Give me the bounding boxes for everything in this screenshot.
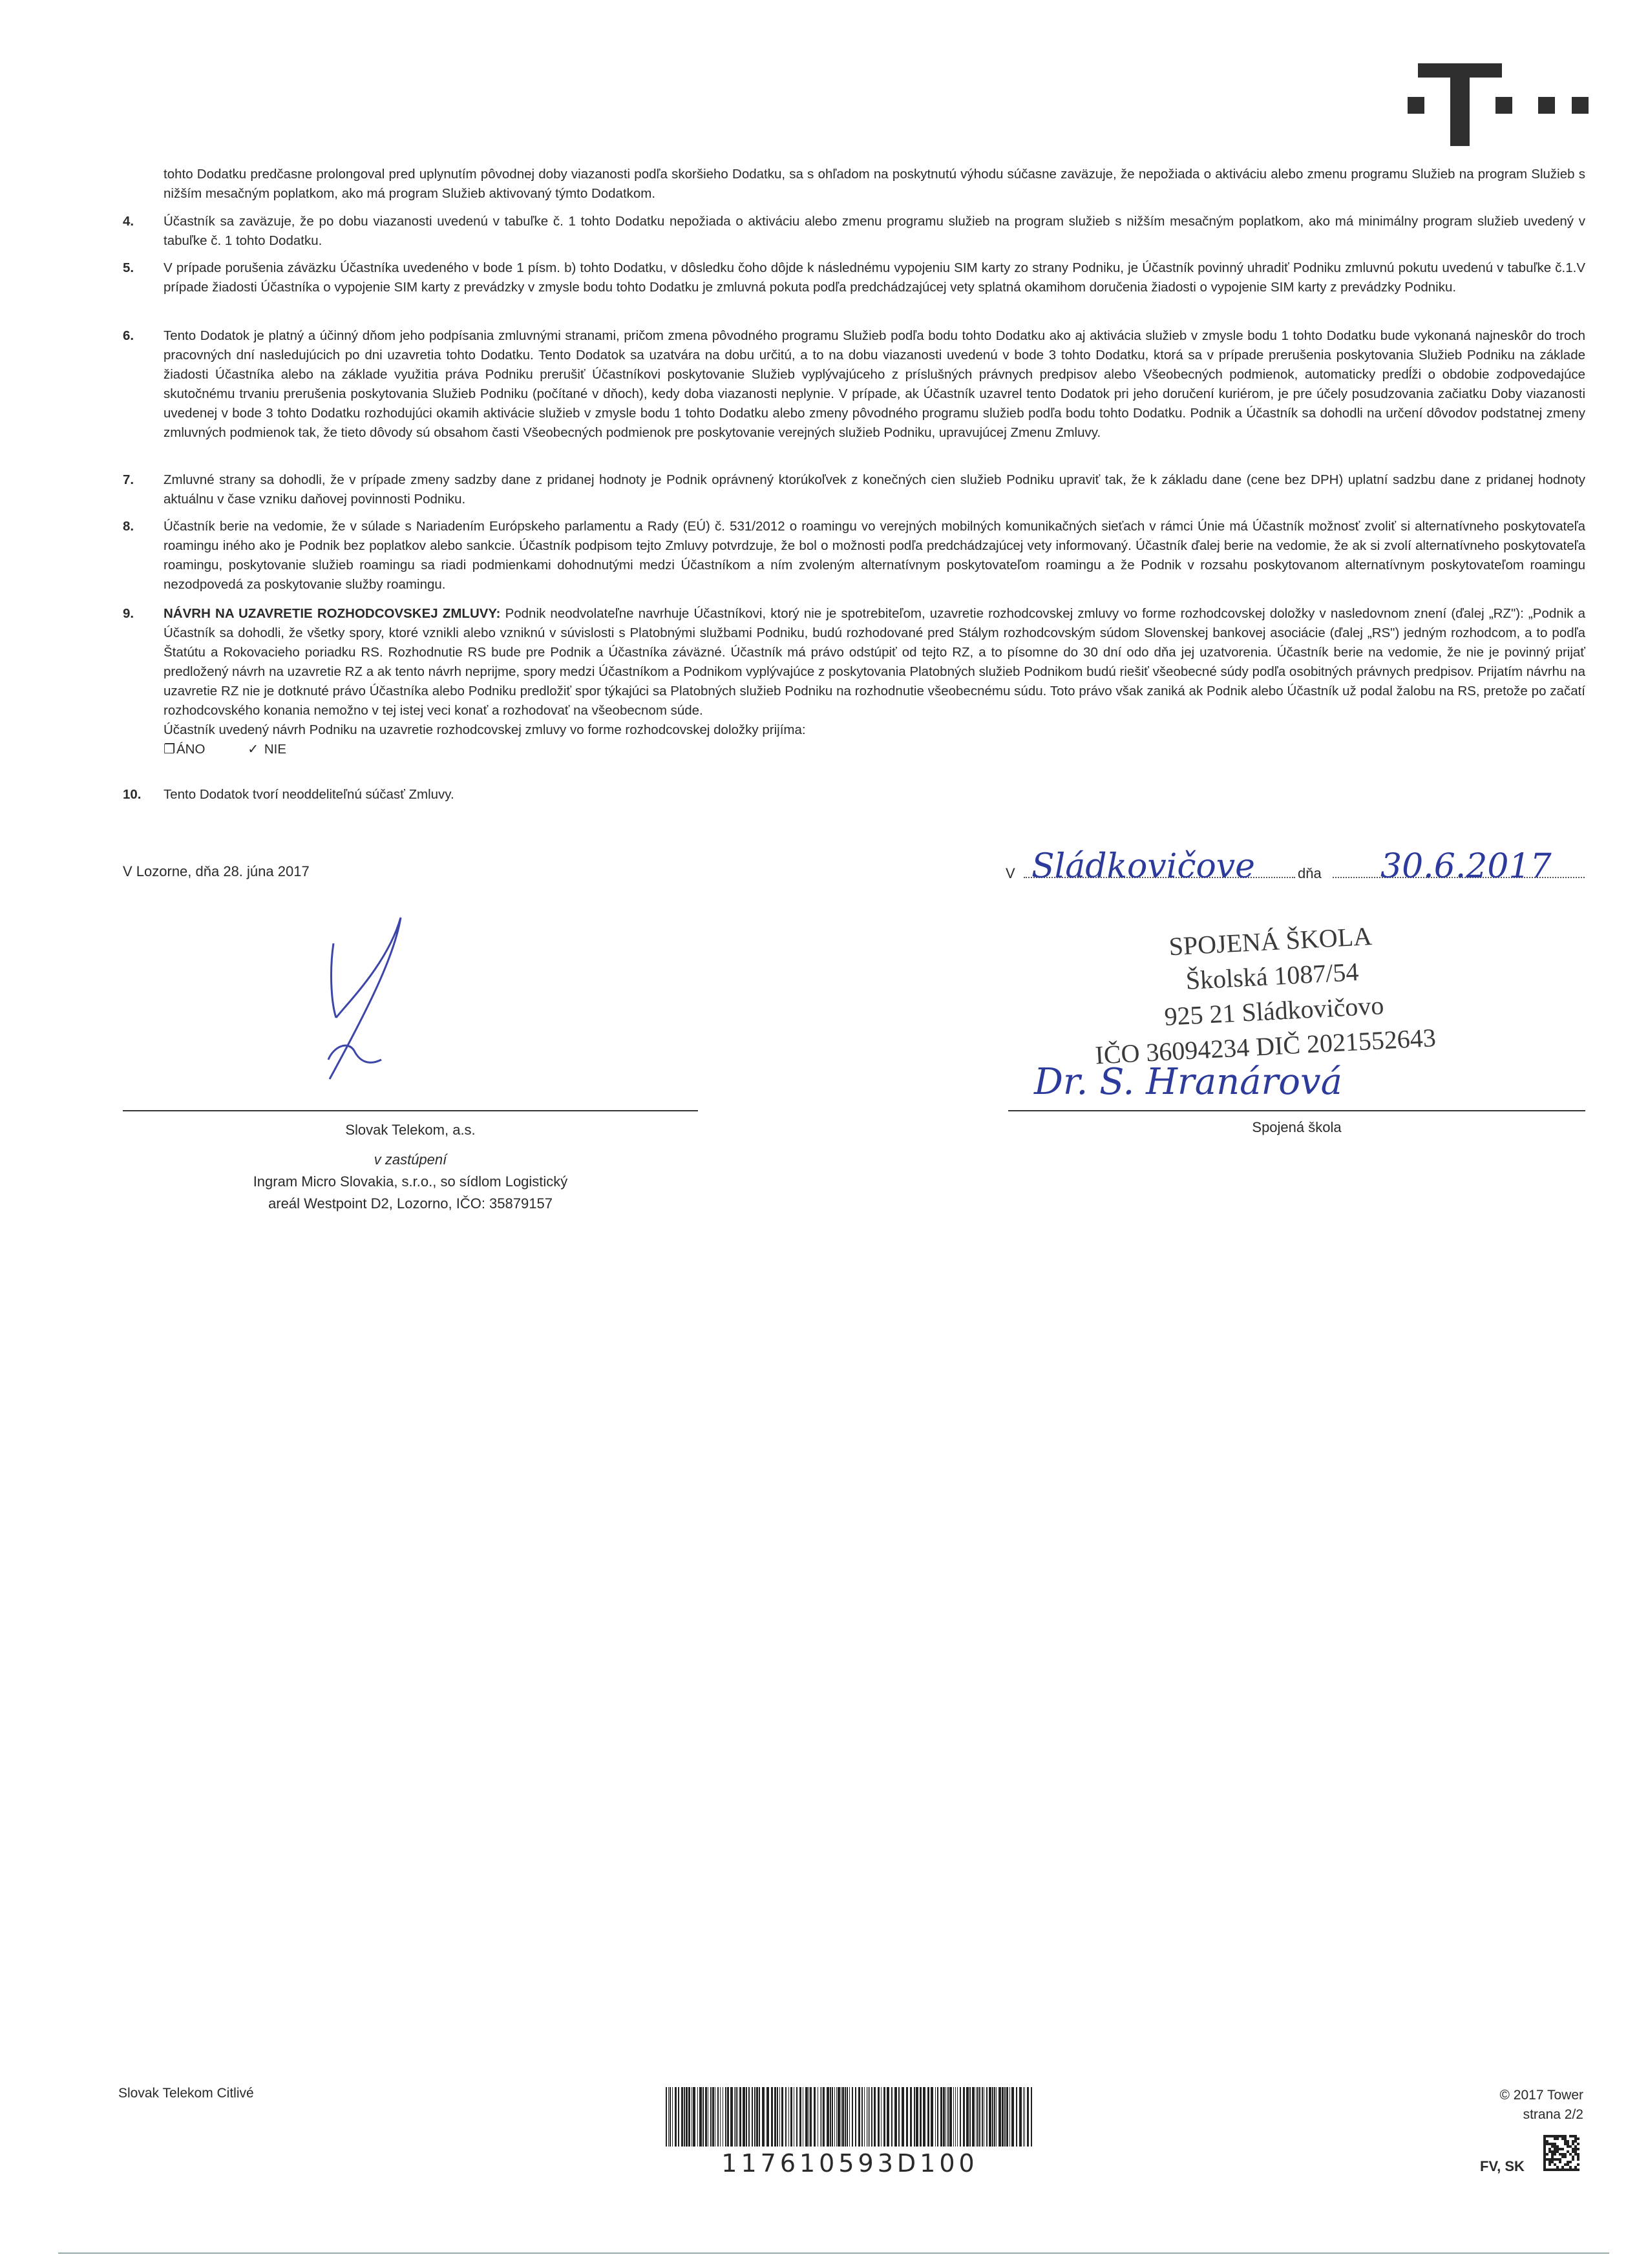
datamatrix-cell	[1559, 2148, 1561, 2150]
datamatrix-cell	[1574, 2150, 1577, 2153]
datamatrix-cell	[1548, 2143, 1551, 2145]
barcode-bar	[668, 2087, 669, 2147]
datamatrix-cell	[1561, 2148, 1564, 2150]
barcode-bar	[994, 2087, 995, 2147]
barcode-bar	[720, 2087, 721, 2147]
datamatrix-cell	[1577, 2143, 1579, 2145]
barcode-bar	[883, 2087, 885, 2147]
barcode-bar	[754, 2087, 755, 2147]
barcode-bar	[730, 2087, 733, 2147]
barcode-bar	[976, 2087, 977, 2147]
barcode-bar	[845, 2087, 846, 2147]
represented-by: v zastúpení	[374, 1151, 447, 1168]
barcode-bar	[894, 2087, 897, 2147]
barcode-bar	[788, 2087, 789, 2147]
barcode-bar	[810, 2087, 812, 2147]
barcode-bar	[836, 2087, 837, 2147]
datamatrix-cell	[1574, 2140, 1577, 2143]
barcode-bar	[705, 2087, 707, 2147]
datamatrix-cell	[1543, 2166, 1546, 2168]
signatory-name: Slovak Telekom, a.s.	[345, 1122, 476, 1138]
barcode-bar	[799, 2087, 801, 2147]
datamatrix-cell	[1559, 2161, 1561, 2163]
acceptance-choices	[164, 740, 1585, 759]
datamatrix-cell	[1577, 2158, 1579, 2161]
datamatrix-cell	[1554, 2148, 1556, 2150]
datamatrix-cell	[1546, 2168, 1548, 2171]
barcode-bar	[781, 2087, 783, 2147]
barcode-icon	[666, 2087, 1034, 2147]
datamatrix-cell	[1561, 2156, 1564, 2158]
datamatrix-cell	[1543, 2168, 1546, 2171]
datamatrix-cell	[1564, 2140, 1567, 2143]
barcode-bar	[906, 2087, 908, 2147]
barcode-bar	[1006, 2087, 1008, 2147]
datamatrix-cell	[1561, 2137, 1564, 2140]
datamatrix-cell	[1577, 2153, 1579, 2156]
place-prefix: V	[1006, 865, 1015, 881]
barcode-bar	[864, 2087, 865, 2147]
clause-heading: NÁVRH NA UZAVRETIE ROZHODCOVSKEJ ZMLUVY:	[164, 606, 501, 621]
barcode-bar	[874, 2087, 876, 2147]
barcode-bar	[871, 2087, 872, 2147]
datamatrix-cell	[1564, 2135, 1567, 2137]
clause-6	[123, 326, 1585, 443]
barcode-bar	[920, 2087, 922, 2147]
barcode-bar	[808, 2087, 809, 2147]
datamatrix-cell	[1564, 2156, 1567, 2158]
barcode-bar	[834, 2087, 835, 2147]
clause-body: Podnik neodvolateľne navrhuje Účastníkovi, ktorý nie je spotrebiteľom, uzavretie rozhodcovskej zmluvy vo forme rozhodcovskej doložky v nasledovnom znení (ďalej „RZ"): „Podnik a Účastník sa dohodli, že všetky spory, ktoré vznikli alebo vzniknú v súvislosti s Platobnými službami Podniku, budú rozhodované pred Stálym rozhodcovským súdom Slovenskej bankovej asociácie (ďalej „RS") jedným rozhodcom, a to podľa Štatútu a Rokovacieho poriadku RS. Rozhodnutie RS bude pre Podnik a Účastníka záväzné. Účastník má právo odstúpiť od tejto RZ, a to písomne do 30 dní odo dňa jej uzatvorenia. Účastník berie na vedomie, že nie je povinný prijať predložený návrh na uzavretie RZ a ak tento návrh neprijme, spory medzi Účastníkom a Podnikom vyplývajúce z poskytovania Platobných služieb Podnikom budú riešiť všeobecné súdy podľa osobitných právnych predpisov. Prijatím návrhu na uzavretie RZ nie je dotknuté právo Účastníka alebo Podniku predložiť spor týkajúci sa Platobných služieb Podniku na rozhodnutie všeobecnému súdu. Toto právo však zaniká ak Podnik alebo Účastník už podal žalobu na RS, pretože po začatí rozhodcovského konania nemožno v tej istej veci konať a rozhodovať na všeobecnom súde.	[164, 606, 1585, 718]
datamatrix-cell	[1548, 2135, 1551, 2137]
date-prefix: dňa	[1298, 865, 1322, 881]
barcode-bar	[686, 2087, 688, 2147]
place-date-left: V Lozorne, dňa 28. júna 2017	[123, 863, 310, 879]
datamatrix-cell	[1572, 2135, 1574, 2137]
datamatrix-cell	[1551, 2145, 1554, 2148]
barcode-bar	[820, 2087, 821, 2147]
datamatrix-cell	[1554, 2145, 1556, 2148]
datamatrix-cell	[1577, 2137, 1579, 2140]
barcode-bar	[969, 2087, 971, 2147]
clause-text: Účastník sa zaväzuje, že po dobu viazanosti uvedenú v tabuľke č. 1 tohto Dodatku nepožiada o aktiváciu alebo zmenu programu služieb na program služieb s nižším mesačným poplatkom, ako má minimálny program služieb uvedený v tabuľke č. 1 tohto Dodatku.	[164, 214, 1585, 248]
barcode-bar	[955, 2087, 956, 2147]
datamatrix-cell	[1556, 2168, 1559, 2171]
datamatrix-cell	[1543, 2140, 1546, 2143]
datamatrix-cell	[1577, 2156, 1579, 2158]
barcode-bar	[1024, 2087, 1025, 2147]
clause-7	[123, 470, 1585, 509]
barcode-bar	[710, 2087, 712, 2147]
datamatrix-cell	[1567, 2143, 1569, 2145]
datamatrix-cell	[1567, 2140, 1569, 2143]
clause-text: Zmluvné strany sa dohodli, že v prípade zmeny sadzby dane z pridanej hodnoty je Podnik oprávnený ktorúkoľvek z konečných cien služieb Podniku upraviť tak, že k základu dane (cene bez DPH) uplatní sadzbu dane z pridanej hodnoty aktuálnu v čase vzniku daňovej povinnosti Podniku.	[164, 472, 1585, 507]
footer-code: FV, SK	[1480, 2158, 1525, 2174]
datamatrix-cell	[1569, 2135, 1572, 2137]
datamatrix-cell	[1561, 2153, 1564, 2156]
datamatrix-cell	[1551, 2153, 1554, 2156]
datamatrix-cell	[1543, 2137, 1546, 2140]
barcode-bar	[847, 2087, 848, 2147]
datamatrix-icon	[1543, 2135, 1579, 2171]
barcode-bar	[838, 2087, 840, 2147]
datamatrix-cell	[1572, 2168, 1574, 2171]
clause-text: Tento Dodatok je platný a účinný dňom jeho podpísania zmluvnými stranami, pričom zmena pôvodného programu Služieb podľa bodu tohto Dodatku ako aj aktivácia služieb v zmysle bodu 1 tohto Dodatku bude vykonaná najneskôr do troch pracovných dní nasledujúcich po dni uzavretia tohto Dodatku. Tento Dodatok sa uzatvára na dobu určitú, a to na dobu viazanosti uvedenú v bode 3 tohto Dodatku, ktorá sa v prípade prerušenia poskytovania Služieb Podniku na základe žiadosti Účastníka alebo na základe využitia práva Podniku prerušiť Účastníkovi poskytovanie Služieb vyplývajúceho z príslušných právnych predpisov alebo Všeobecných podmienok, automaticky predĺži o obdobie zodpovedajúce skutočnému trvaniu prerušenia poskytovania Služieb Podniku (počítané v dňoch), kedy doba viazanosti neplynie. V prípade, ak Účastník uzavrel tento Dodatok pri jeho doručení kuriérom, je pre účely posudzovania začiatku Doby viazanosti uvedenej v bode 3 tohto Dodatku rozhodujúci okamih aktivácie služieb v zmysle bodu 1 tohto Dodatku alebo zmeny pôvodného programu služieb podľa bodu tohto Dodatku. Podnik a Účastník sa dohodli na určení dôvodov podstatnej zmeny zmluvných podmienok tak, že tieto dôvody sú obsahom časti Všeobecných podmienok pre poskytovanie verejných služieb Podniku, upravujúcej Zmenu Zmluvy.	[164, 328, 1585, 440]
datamatrix-cell	[1559, 2153, 1561, 2156]
barcode-bar	[725, 2087, 726, 2147]
barcode-bar	[697, 2087, 698, 2147]
barcode-bar	[823, 2087, 825, 2147]
barcode-bar	[931, 2087, 933, 2147]
bottom-rule	[58, 2252, 1609, 2254]
telekom-logo	[1400, 59, 1594, 147]
signature-line-left	[123, 1110, 698, 1111]
datamatrix-cell	[1543, 2163, 1546, 2166]
datamatrix-cell	[1556, 2135, 1559, 2137]
datamatrix-cell	[1572, 2143, 1574, 2145]
barcode-bar	[992, 2087, 993, 2147]
datamatrix-cell	[1572, 2140, 1574, 2143]
datamatrix-cell	[1577, 2168, 1579, 2171]
barcode-bar	[1011, 2087, 1014, 2147]
datamatrix-cell	[1551, 2143, 1554, 2145]
datamatrix-cell	[1543, 2158, 1546, 2161]
barcode-bar	[1031, 2087, 1032, 2147]
datamatrix-cell	[1543, 2153, 1546, 2156]
barcode-bar	[699, 2087, 702, 2147]
datamatrix-cell	[1567, 2150, 1569, 2153]
datamatrix-cell	[1572, 2150, 1574, 2153]
barcode-bar	[814, 2087, 816, 2147]
barcode-bar	[996, 2087, 997, 2147]
datamatrix-cell	[1554, 2135, 1556, 2137]
datamatrix-cell	[1551, 2168, 1554, 2171]
barcode-bar	[849, 2087, 850, 2147]
clause-text: Účastník berie na vedomie, že v súlade s Nariadením Európskeho parlamentu a Rady (EÚ) č. 531/2012 o roamingu vo verejných mobilných komunikačných sieťach v rámci Únie má Účastník možnosť zvoliť si alternatívneho poskytovateľa roamingu iného ako je Podnik bez poplatkov alebo sankcie. Účastník podpisom tejto Zmluvy potvrdzuje, že bol o možnosti podľa predchádzajúcej vety informovaný. Účastník ďalej berie na vedomie, že ak si zvolí alternatívneho poskytovateľa roamingu, poskytovanie služieb roamingu sa riadi podmienkami dohodnutými medzi Účastníkom a ním zvoleným alternatívnym poskytovateľom roamingu a že Podnik v rozsahu poskytovanom alternatívnym poskytovateľom roamingu nezodpovedá za poskytovanie služby roamingu.	[164, 519, 1585, 592]
barcode-bar	[739, 2087, 741, 2147]
barcode-bar	[947, 2087, 949, 2147]
barcode-bar	[1004, 2087, 1006, 2147]
signature-line-right	[1008, 1110, 1585, 1111]
barcode-bar	[891, 2087, 893, 2147]
datamatrix-cell	[1569, 2168, 1572, 2171]
barcode-bar	[953, 2087, 954, 2147]
datamatrix-cell	[1543, 2161, 1546, 2163]
barcode-bar	[878, 2087, 880, 2147]
datamatrix-cell	[1551, 2150, 1554, 2153]
datamatrix-cell	[1574, 2137, 1577, 2140]
place-date-right	[1006, 847, 1587, 886]
datamatrix-cell	[1564, 2143, 1567, 2145]
datamatrix-cell	[1569, 2161, 1572, 2163]
datamatrix-cell	[1569, 2166, 1572, 2168]
datamatrix-cell	[1546, 2158, 1548, 2161]
telekom-t-logo-icon	[1400, 59, 1594, 147]
barcode-bar	[972, 2087, 975, 2147]
barcode-bar	[898, 2087, 900, 2147]
barcode-bar	[827, 2087, 829, 2147]
barcode-bar	[940, 2087, 942, 2147]
barcode-bar	[937, 2087, 938, 2147]
datamatrix-cell	[1577, 2148, 1579, 2150]
barcode-bar	[914, 2087, 915, 2147]
barcode-bar	[887, 2087, 889, 2147]
barcode-bar	[748, 2087, 750, 2147]
barcode-bar	[703, 2087, 704, 2147]
clause-9	[123, 604, 1585, 759]
datamatrix-cell	[1546, 2153, 1548, 2156]
barcode-bar	[1027, 2087, 1029, 2147]
datamatrix-cell	[1548, 2168, 1551, 2171]
barcode-bar	[735, 2087, 737, 2147]
signatory-right: Spojená škola	[1252, 1119, 1342, 1135]
datamatrix-cell	[1567, 2161, 1569, 2163]
barcode-bar	[957, 2087, 958, 2147]
datamatrix-cell	[1556, 2145, 1559, 2148]
datamatrix-cell	[1554, 2153, 1556, 2156]
barcode-bar	[712, 2087, 714, 2147]
datamatrix-cell	[1543, 2148, 1546, 2150]
barcode-bar	[1009, 2087, 1010, 2147]
datamatrix-cell	[1546, 2140, 1548, 2143]
footer-classification: Slovak Telekom Citlivé	[118, 2086, 254, 2101]
datamatrix-cell	[1548, 2150, 1551, 2153]
datamatrix-cell	[1574, 2168, 1577, 2171]
datamatrix-cell	[1572, 2158, 1574, 2161]
barcode-bar	[681, 2087, 683, 2147]
datamatrix-cell	[1543, 2156, 1546, 2158]
datamatrix-cell	[1554, 2158, 1556, 2161]
datamatrix-cell	[1551, 2135, 1554, 2137]
datamatrix-cell	[1546, 2135, 1548, 2137]
datamatrix-cell	[1554, 2150, 1556, 2153]
barcode-bar	[693, 2087, 695, 2147]
barcode-bar	[771, 2087, 773, 2147]
barcode-bar	[923, 2087, 925, 2147]
choice-nie[interactable]: ✓ NIE	[248, 740, 286, 759]
datamatrix-cell	[1551, 2158, 1554, 2161]
handwritten-date: 30.6.2017	[1380, 847, 1552, 886]
datamatrix-cell	[1564, 2163, 1567, 2166]
choice-ano[interactable]: ❐ÁNO	[164, 740, 205, 759]
datamatrix-cell	[1561, 2135, 1564, 2137]
datamatrix-cell	[1567, 2163, 1569, 2166]
datamatrix-cell	[1569, 2145, 1572, 2148]
datamatrix-cell	[1564, 2137, 1567, 2140]
barcode-bar	[785, 2087, 787, 2147]
barcode-bar	[830, 2087, 831, 2147]
barcode-bar	[986, 2087, 988, 2147]
handwritten-place: Sládkovičove	[1031, 847, 1255, 886]
barcode-bar	[779, 2087, 780, 2147]
clause-4	[123, 212, 1585, 251]
datamatrix-cell	[1548, 2161, 1551, 2163]
barcode-bar	[869, 2087, 870, 2147]
datamatrix-cell	[1567, 2145, 1569, 2148]
barcode-bar	[670, 2087, 671, 2147]
barcode-bar	[982, 2087, 983, 2147]
signature-right: Dr. S. Hranárová	[1034, 1061, 1343, 1103]
barcode-bar	[762, 2087, 765, 2147]
datamatrix-cell	[1577, 2163, 1579, 2166]
barcode-bar	[855, 2087, 856, 2147]
datamatrix-cell	[1572, 2156, 1574, 2158]
datamatrix-cell	[1548, 2163, 1551, 2166]
datamatrix-cell	[1556, 2148, 1559, 2150]
datamatrix-cell	[1574, 2166, 1577, 2168]
barcode-bar	[805, 2087, 808, 2147]
datamatrix-cell	[1543, 2143, 1546, 2145]
barcode-bar	[1002, 2087, 1004, 2147]
datamatrix-cell	[1554, 2143, 1556, 2145]
barcode-bar	[966, 2087, 969, 2147]
datamatrix-cell	[1559, 2168, 1561, 2171]
barcode-bar	[1019, 2087, 1022, 2147]
barcode-bar	[935, 2087, 936, 2147]
barcode-bar	[756, 2087, 758, 2147]
barcode-bar	[678, 2087, 679, 2147]
barcode-bar	[989, 2087, 991, 2147]
datamatrix-cell	[1564, 2153, 1567, 2156]
barcode-number: 117610593D100	[721, 2149, 978, 2178]
barcode-bar	[868, 2087, 869, 2147]
agent-line-1: Ingram Micro Slovakia, s.r.o., so sídlom Logistický	[253, 1173, 568, 1190]
clause-number: 4.	[123, 214, 134, 229]
datamatrix-cell	[1556, 2158, 1559, 2161]
barcode-bar	[734, 2087, 735, 2147]
clause-5	[123, 258, 1585, 297]
datamatrix-cell	[1574, 2153, 1577, 2156]
footer-right	[1389, 2086, 1583, 2125]
datamatrix-cell	[1543, 2145, 1546, 2148]
clause-8	[123, 517, 1585, 594]
datamatrix-cell	[1559, 2158, 1561, 2161]
datamatrix-cell	[1554, 2163, 1556, 2166]
barcode-bar	[927, 2087, 929, 2147]
signature-left	[271, 911, 439, 1092]
barcode-bar	[774, 2087, 776, 2147]
barcode-bar	[821, 2087, 822, 2147]
barcode-bar	[945, 2087, 946, 2147]
barcode-bar	[881, 2087, 882, 2147]
barcode-bar	[998, 2087, 1001, 2147]
clause-10	[123, 785, 1585, 804]
barcode-bar	[861, 2087, 863, 2147]
clause-number: 6.	[123, 328, 134, 343]
datamatrix-cell	[1574, 2135, 1577, 2137]
datamatrix-cell	[1554, 2168, 1556, 2171]
barcode-bar	[842, 2087, 844, 2147]
datamatrix-cell	[1556, 2166, 1559, 2168]
barcode-bar	[666, 2087, 667, 2147]
barcode-bar	[902, 2087, 904, 2147]
barcode-bar	[746, 2087, 747, 2147]
datamatrix-cell	[1561, 2168, 1564, 2171]
datamatrix-cell	[1574, 2148, 1577, 2150]
datamatrix-cell	[1572, 2148, 1574, 2150]
datamatrix-cell	[1548, 2158, 1551, 2161]
barcode-bar	[943, 2087, 945, 2147]
barcode-bar	[675, 2087, 677, 2147]
datamatrix-cell	[1543, 2150, 1546, 2153]
clause-number: 8.	[123, 519, 134, 534]
barcode-bar	[759, 2087, 760, 2147]
stamp-line-3: 925 21 Sládkovičovo	[1163, 991, 1385, 1031]
lead-paragraph: tohto Dodatku predčasne prolongoval pred uplynutím pôvodnej doby viazanosti podľa skoršieho Dodatku, sa s ohľadom na poskytnutú výhodu súčasne zaväzuje, že nepožiada o aktiváciu alebo zmenu programu Služieb na program Služieb s nižším mesačným poplatkom, ako má program Služieb aktivovaný týmto Dodatkom.	[164, 167, 1585, 201]
clause-number: 10.	[123, 787, 142, 802]
checkmark-icon: ✓	[248, 742, 259, 757]
barcode-bar	[684, 2087, 685, 2147]
barcode-bar	[960, 2087, 961, 2147]
stamp-line-1: SPOJENÁ ŠKOLA	[1168, 921, 1373, 961]
barcode-bar	[832, 2087, 833, 2147]
barcode-bar	[752, 2087, 753, 2147]
datamatrix-cell	[1551, 2161, 1554, 2163]
barcode-bar	[949, 2087, 952, 2147]
datamatrix-cell	[1548, 2148, 1551, 2150]
checkbox-empty-icon: ❐	[164, 742, 176, 757]
clause-text: V prípade porušenia záväzku Účastníka uvedeného v bode 1 písm. b) tohto Dodatku, v dôsledku čoho dôjde k následnému vypojeniu SIM karty zo strany Podniku, je Účastník povinný uhradiť Podniku zmluvnú pokutu uvedenú v tabuľke č.1.V prípade žiadosti Účastníka o vypojenie SIM karty z prevádzky v zmysle bodu tohto Dodatku je zmluvná pokuta podľa predchádzajúcej vety splatná okamihom doručenia žiadosti o vypojenie SIM karty z prevádzky Podniku.	[164, 260, 1585, 295]
datamatrix-cell	[1574, 2145, 1577, 2148]
barcode-bar	[910, 2087, 912, 2147]
barcode-bar	[727, 2087, 729, 2147]
barcode-bar	[1023, 2087, 1024, 2147]
barcode-bar	[916, 2087, 918, 2147]
signatory-left	[123, 1119, 698, 1215]
datamatrix-cell	[1554, 2137, 1556, 2140]
agent-line-2: areál Westpoint D2, Lozorno, IČO: 35879157	[268, 1195, 553, 1212]
barcode-bar	[979, 2087, 980, 2147]
datamatrix-cell	[1546, 2143, 1548, 2145]
datamatrix-cell	[1567, 2168, 1569, 2171]
barcode-bar	[790, 2087, 792, 2147]
stamp-line-4: IČO 36094234 DIČ 2021552643	[1094, 1022, 1437, 1070]
stamp-line-2: Školská 1087/54	[1185, 957, 1360, 996]
clause-number: 7.	[123, 472, 134, 487]
barcode-bar	[672, 2087, 673, 2147]
barcode-bar	[963, 2087, 965, 2147]
clause-text: Tento Dodatok tvorí neoddeliteľnú súčasť Zmluvy.	[164, 787, 454, 802]
datamatrix-cell	[1569, 2153, 1572, 2156]
barcode-bar	[737, 2087, 738, 2147]
datamatrix-cell	[1556, 2150, 1559, 2153]
datamatrix-cell	[1543, 2135, 1546, 2137]
barcode-bar	[852, 2087, 853, 2147]
school-stamp	[1089, 914, 1458, 1073]
barcode-bar	[777, 2087, 778, 2147]
barcode-bar	[688, 2087, 690, 2147]
barcode-bar	[858, 2087, 860, 2147]
barcode-bar	[796, 2087, 798, 2147]
datamatrix-cell	[1561, 2166, 1564, 2168]
page-number: strana 2/2	[1523, 2107, 1583, 2122]
barcode-bar	[977, 2087, 978, 2147]
barcode-bar	[1016, 2087, 1017, 2147]
barcode-bar	[717, 2087, 719, 2147]
datamatrix-cell	[1564, 2168, 1567, 2171]
datamatrix-cell	[1559, 2135, 1561, 2137]
barcode-bar	[766, 2087, 769, 2147]
clause-text	[164, 604, 1585, 720]
datamatrix-cell	[1551, 2156, 1554, 2158]
barcode-bar	[743, 2087, 745, 2147]
footer-copyright: © 2017 Tower	[1499, 2088, 1583, 2103]
clause-acceptance: Účastník uvedený návrh Podniku na uzavretie rozhodcovskej zmluvy vo forme rozhodcovskej doložky prijíma:	[164, 722, 806, 737]
clause-number: 5.	[123, 260, 134, 275]
clause-number: 9.	[123, 606, 134, 621]
datamatrix-cell	[1556, 2137, 1559, 2140]
